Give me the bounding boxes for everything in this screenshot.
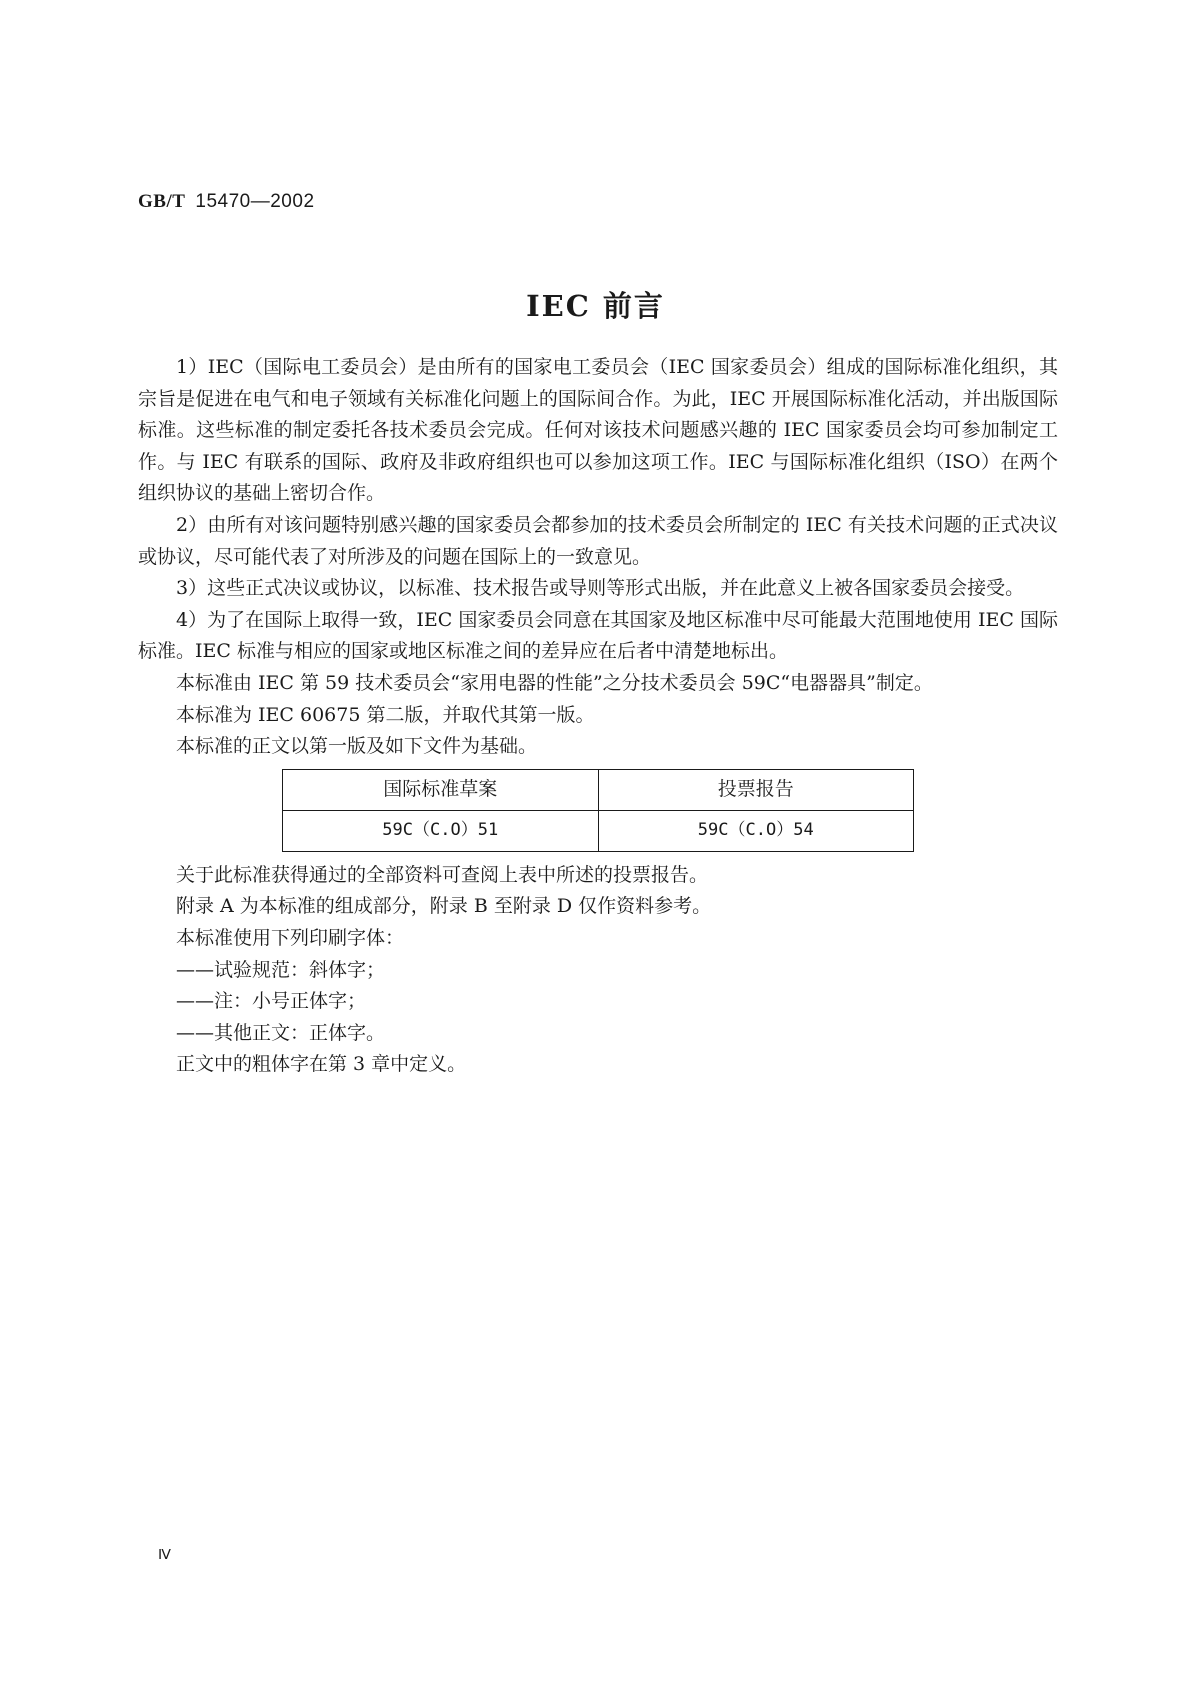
page-title: IEC 前言: [526, 289, 665, 323]
paragraph-3: 3）这些正式决议或协议，以标准、技术报告或导则等形式出版，并在此意义上被各国家委员会接受。: [176, 577, 1025, 600]
standard-prefix: GB/T: [138, 191, 186, 212]
paragraph-2: 2）由所有对该问题特别感兴趣的国家委员会都参加的技术委员会所制定的 IEC 有关技术问题的正式决议或协议，尽可能代表了对所涉及的问题在国际上的一致意见。: [138, 513, 1058, 568]
table-cell: 59C（C.O）51: [283, 810, 599, 851]
text-line: 本标准由 IEC 第 59 技术委员会“家用电器的性能”之分技术委员会 59C“电器器具”制定。: [176, 671, 933, 694]
text-line: 本标准的正文以第一版及如下文件为基础。: [176, 735, 538, 758]
table-header-cell: 投票报告: [598, 769, 914, 810]
paragraph-4: 4）为了在国际上取得一致，IEC 国家委员会同意在其国家及地区标准中尽可能最大范围地使用 IEC 国际标准。IEC 标准与相应的国家或地区标准之间的差异应在后者中清楚地标出。: [138, 608, 1058, 663]
text-line: 正文中的粗体字在第 3 章中定义。: [176, 1053, 467, 1076]
page-number: Ⅳ: [158, 1548, 171, 1563]
document-body: [138, 352, 1058, 1081]
table-cell: 59C（C.O）54: [598, 810, 914, 851]
document-basis-table: [282, 769, 914, 852]
standard-code: [138, 190, 315, 213]
table-header-row: [283, 769, 914, 810]
paragraph-1: 1）IEC（国际电工委员会）是由所有的国家电工委员会（IEC 国家委员会）组成的国际标准化组织，其宗旨是促进在电气和电子领域有关标准化问题上的国际间合作。为此，IEC 开展国际标准化活动，并出版国际标准。这些标准的制定委托各技术委员会完成。任何对该技术问题感兴趣的 IEC 国家委员会均可参加制定工作。与 IEC 有联系的国际、政府及非政府组织也可以参加这项工作。IEC 与国际标准化组织（ISO）在两个组织协议的基础上密切合作。: [138, 356, 1058, 505]
standard-number: 15470—2002: [195, 191, 315, 212]
text-line: 关于此标准获得通过的全部资料可查阅上表中所述的投票报告。: [176, 863, 709, 886]
list-item: ——其他正文：正体字。: [176, 1021, 386, 1044]
list-item: ——试验规范：斜体字；: [176, 958, 386, 981]
text-line: 附录 A 为本标准的组成部分，附录 B 至附录 D 仅作资料参考。: [176, 895, 712, 918]
list-item: ——注：小号正体字；: [176, 990, 367, 1013]
text-line: 本标准为 IEC 60675 第二版，并取代其第一版。: [176, 703, 595, 726]
table-header-cell: 国际标准草案: [283, 769, 599, 810]
text-line: 本标准使用下列印刷字体：: [176, 926, 405, 949]
table-row: [283, 810, 914, 851]
